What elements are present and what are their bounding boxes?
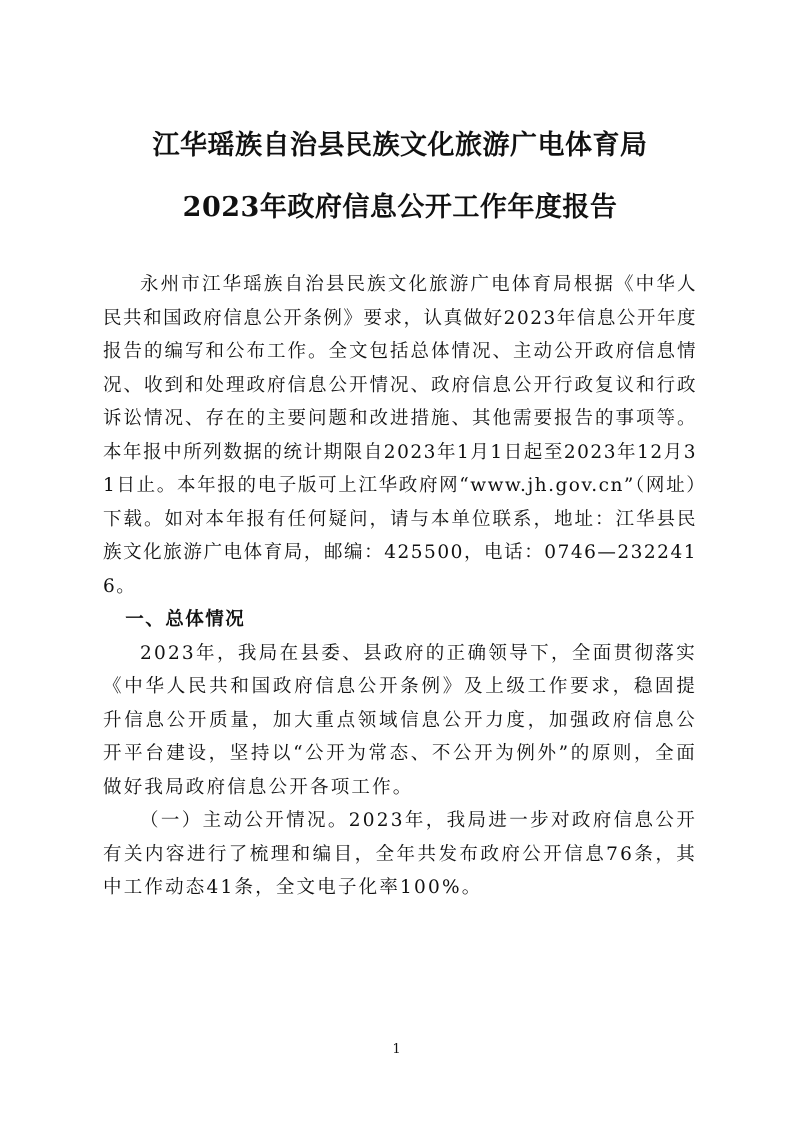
section-heading-overview: 一、总体情况 bbox=[125, 609, 246, 630]
page-number: 1 bbox=[392, 1042, 401, 1057]
document-title-line-2: 2023年政府信息公开工作年度报告 bbox=[182, 192, 618, 223]
proactive-disclosure-paragraph: （一）主动公开情况。2023年，我局进一步对政府信息公开有关内容进行了梳理和编目，全年共发布政府公开信息76条，其中工作动态41条，全文电子化率100%。 bbox=[103, 810, 697, 898]
intro-paragraph: 永州市江华瑶族自治县民族文化旅游广电体育局根据《中华人民共和国政府信息公开条例》要求，认真做好2023年信息公开年度报告的编写和公布工作。全文包括总体情况、主动公开政府信息情况、收到和处理政府信息公开情况、政府信息公开行政复议和行政诉讼情况、存在的主要问题和改进措施、其他需要报告的事项等。本年报中所列数据的统计期限自2023年1月1日起至2023年12月31日止。本年报的电子版可上江华政府网“www.jh.gov.cn”（网址）下载。如对本年报有任何疑问，请与本单位联系，地址：江华县民族文化旅游广电体育局，邮编：425500，电话：0746—2322416。 bbox=[103, 274, 697, 597]
document-body bbox=[103, 268, 697, 905]
overview-paragraph: 2023年，我局在县委、县政府的正确领导下，全面贯彻落实《中华人民共和国政府信息公开条例》及上级工作要求，稳固提升信息公开质量，加大重点领域信息公开力度，加强政府信息公开平台建设，坚持以“公开为常态、不公开为例外”的原则，全面做好我局政府信息公开各项工作。 bbox=[103, 642, 697, 798]
document-title-line-1: 江华瑶族自治县民族文化旅游广电体育局 bbox=[152, 130, 648, 161]
